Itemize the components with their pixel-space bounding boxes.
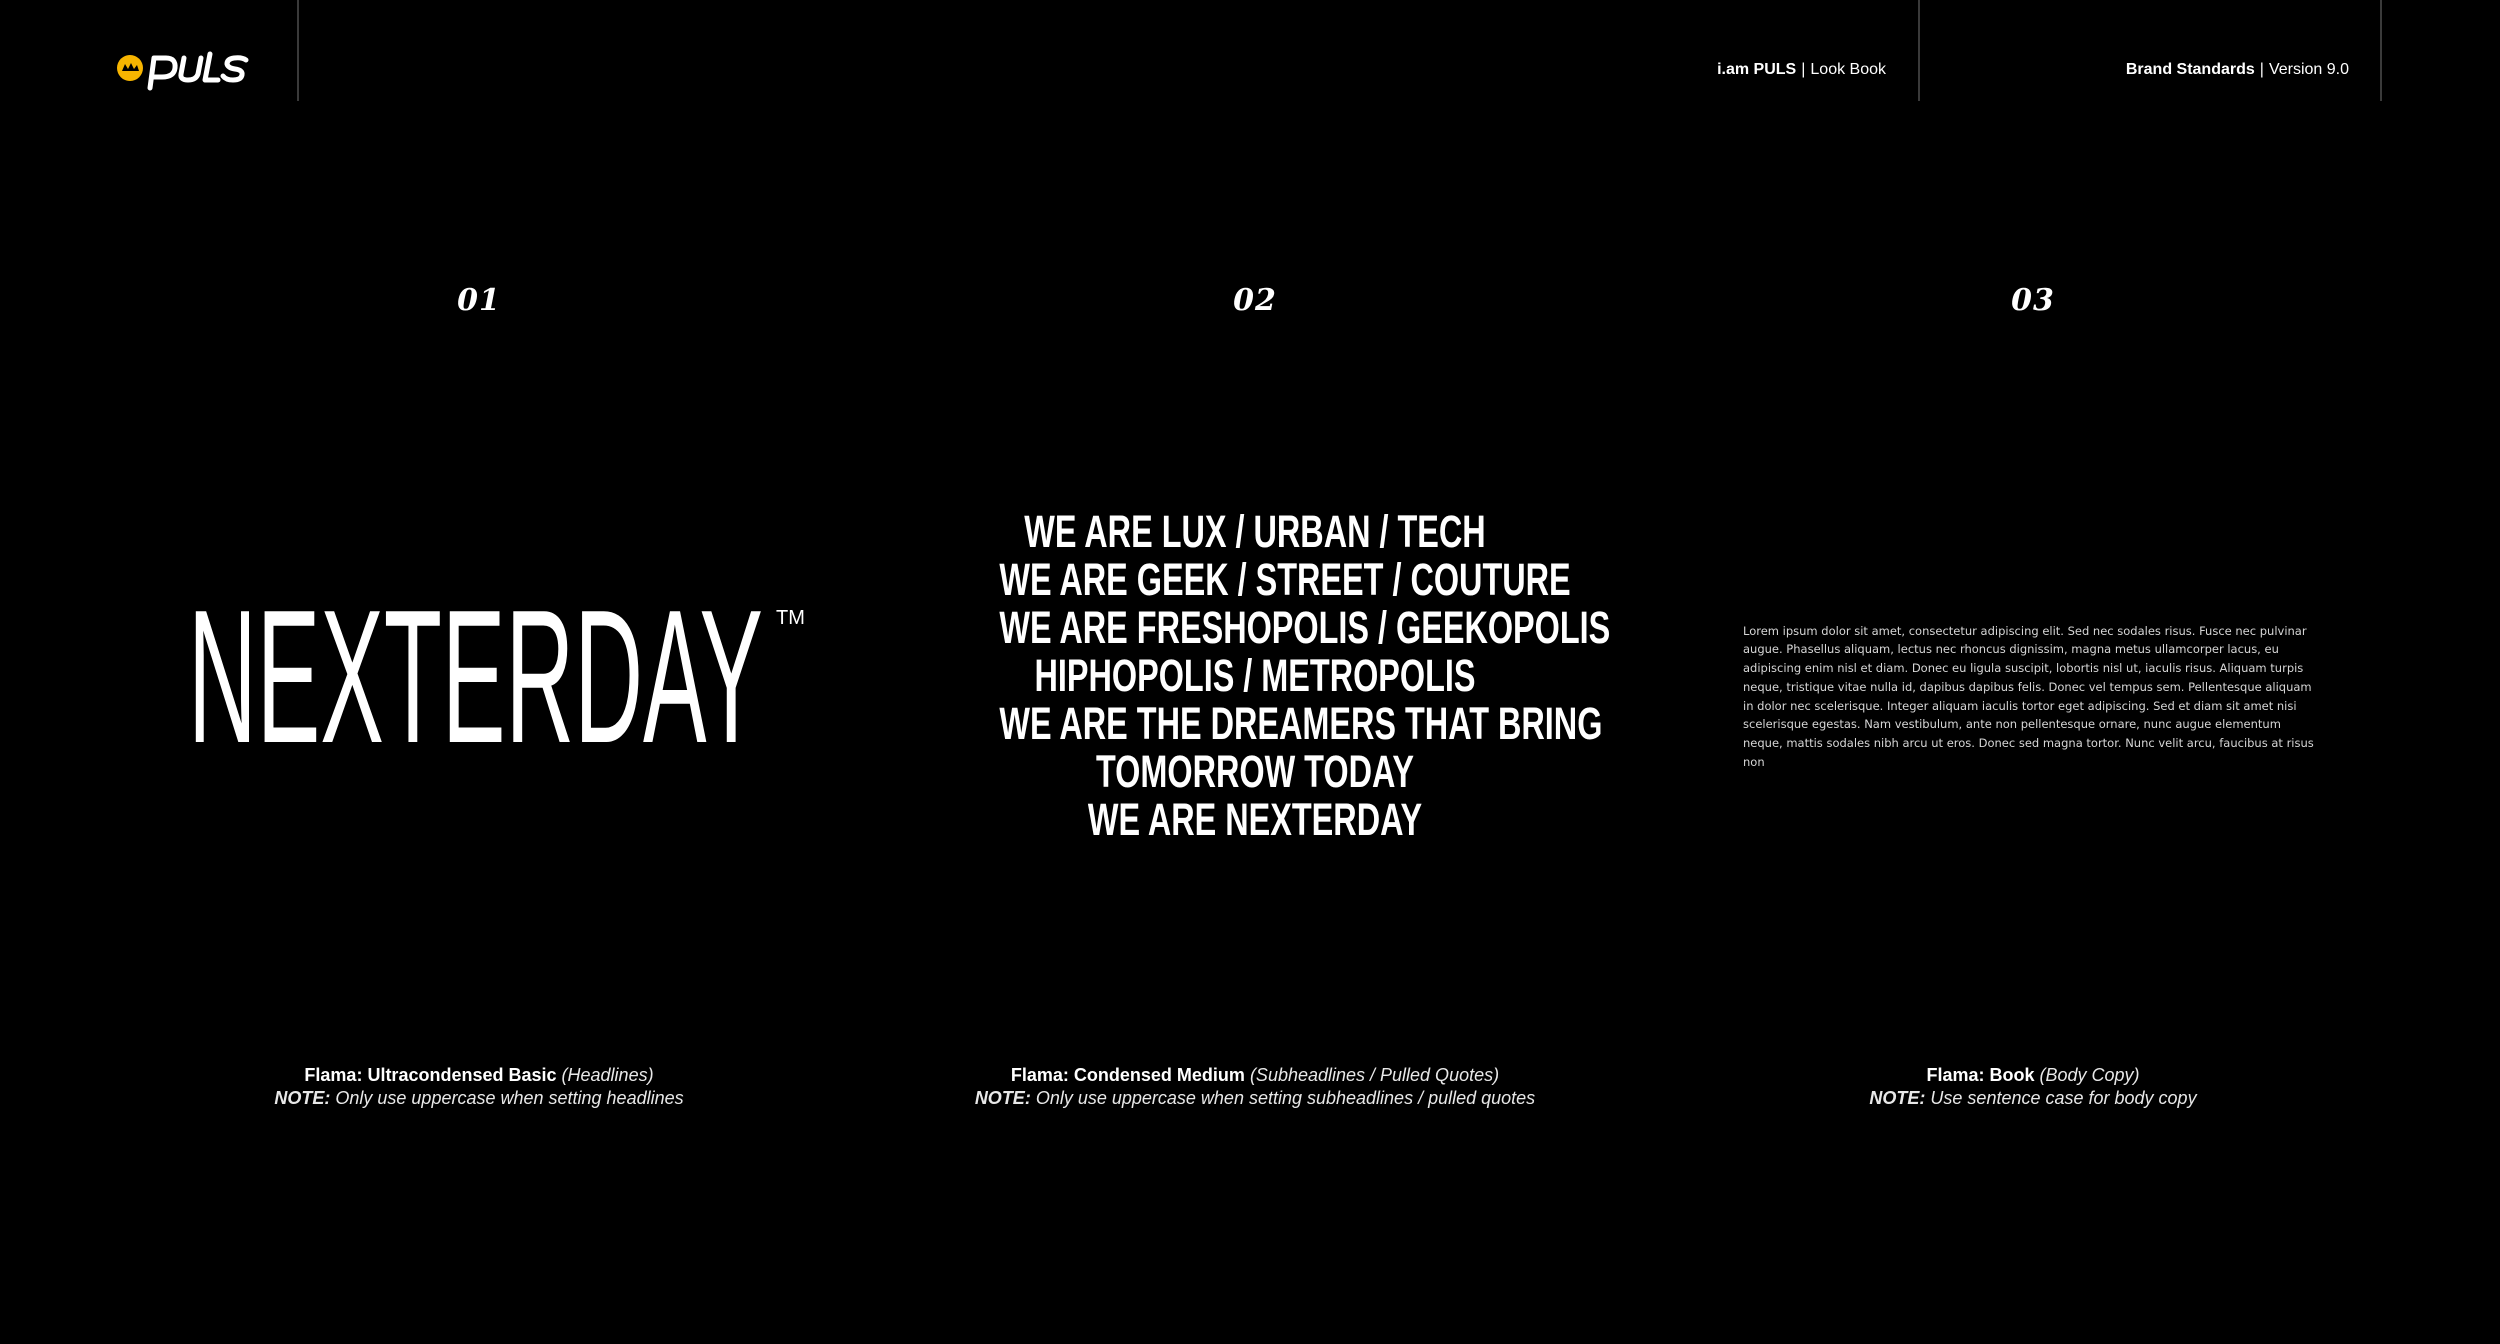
- caption-usage: (Headlines): [561, 1065, 654, 1085]
- caption-font-name: Flama: Book: [1926, 1065, 2035, 1085]
- caption-note-text: Only use uppercase when setting subheadlines / pulled quotes: [1035, 1088, 1536, 1108]
- caption-note-line: [1683, 1087, 2383, 1110]
- meta-text: Version 9.0: [2268, 61, 2349, 78]
- caption-usage: (Body Copy): [2039, 1065, 2140, 1085]
- quote-line: WE ARE THE DREAMERS THAT BRING: [999, 698, 1603, 749]
- column-number: 01: [457, 283, 501, 318]
- meta-separator: |: [1801, 61, 1806, 78]
- caption-note-label: NOTE:: [1869, 1088, 1926, 1108]
- caption-body-font: [1683, 1064, 2383, 1110]
- meta-bold: i.am PULS: [1717, 61, 1797, 78]
- column-number: 02: [1233, 283, 1277, 318]
- quote-line: WE ARE FRESHOPOLIS / GEEKOPOLIS: [999, 602, 1611, 653]
- caption-note-label: NOTE:: [274, 1088, 331, 1108]
- header-divider: [2380, 0, 2382, 101]
- meta-text: Look Book: [1810, 61, 1886, 78]
- caption-subheadline-font: [905, 1064, 1605, 1110]
- quote-line: HIPHOPOLIS / METROPOLIS: [1034, 650, 1476, 701]
- column-number: 03: [2011, 283, 2055, 318]
- caption-headline-font: [129, 1064, 829, 1110]
- puls-logo: [114, 44, 264, 94]
- headline-text: NEXTERDAY: [188, 590, 763, 760]
- quote-line: WE ARE LUX / URBAN / TECH: [1024, 506, 1486, 557]
- header-meta-lookbook: [1717, 61, 1886, 79]
- caption-note-line: [129, 1087, 829, 1110]
- header-divider: [1918, 0, 1920, 101]
- pulled-quote: [900, 508, 1610, 844]
- quote-line: WE ARE GEEK / STREET / COUTURE: [999, 554, 1571, 605]
- caption-note-label: NOTE:: [974, 1088, 1031, 1108]
- headline-sample: [188, 590, 808, 760]
- caption-note-line: [905, 1087, 1605, 1110]
- meta-bold: Brand Standards: [2125, 61, 2255, 78]
- header-meta-version: [2126, 61, 2349, 79]
- caption-usage: (Subheadlines / Pulled Quotes): [1249, 1065, 1500, 1085]
- caption-note-text: Use sentence case for body copy: [1930, 1088, 2197, 1108]
- caption-note-text: Only use uppercase when setting headlines: [335, 1088, 684, 1108]
- trademark-symbol: TM: [776, 607, 805, 629]
- caption-font-line: [905, 1064, 1605, 1087]
- caption-font-line: [129, 1064, 829, 1087]
- header-divider: [297, 0, 299, 101]
- caption-font-line: [1683, 1064, 2383, 1087]
- body-copy-sample: Lorem ipsum dolor sit amet, consectetur adipiscing elit. Sed nec sodales risus. Fusce nec pulvinar augue. Phasellus aliquam, lectus nec rhoncus dignissim, magna metus ullamcorper lacus, eu adipiscing enim nisl et diam. Donec eu ligula suscipit, lobortis nisl ut, iaculis risus. Aliquam turpis neque, tristique vitae nulla id, dapibus dapibus felis. Donec vel tempus sem. Pellentesque aliquam in dolor nec scelerisque. Integer aliquam iaculis tortor eget adipiscing. Sed et diam sit amet nisi scelerisque egestas. Nam vestibulum, ante non pellentesque ornare, nunc augue elementum neque, mattis sodales nibh arcu ut eros. Donec sed magna tortor. Nunc velit arcu, faucibus at risus non: [1743, 623, 2314, 770]
- caption-font-name: Flama: Condensed Medium: [1010, 1065, 1245, 1085]
- quote-line: TOMORROW TODAY: [1095, 746, 1415, 797]
- caption-font-name: Flama: Ultracondensed Basic: [304, 1065, 557, 1085]
- quote-line: WE ARE NEXTERDAY: [1087, 794, 1423, 845]
- meta-separator: |: [2259, 61, 2264, 78]
- page-header: [0, 0, 2500, 100]
